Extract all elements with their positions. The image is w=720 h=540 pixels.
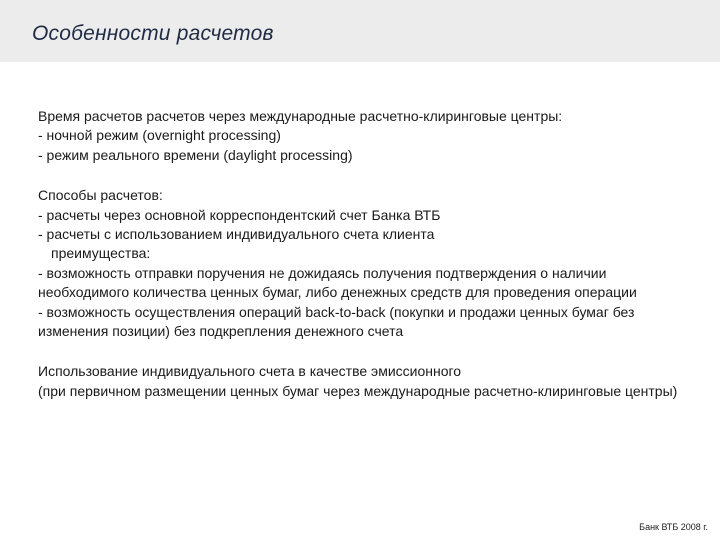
correspondent-account-item: - расчеты через основной корреспондентский счет Банка ВТБ [38,206,441,223]
daylight-mode-item: - режим реального времени (daylight processing) [38,146,353,163]
slide-title: Особенности расчетов [32,22,274,45]
issuance-account-heading: Использование индивидуального счета в качестве эмиссионного [38,363,462,380]
settlement-methods-block [38,186,678,341]
advantages-label: преимущества: [51,245,151,262]
footer-copyright: Банк ВТБ 2008 г. [639,522,708,532]
settlement-methods-heading: Способы расчетов: [38,187,163,204]
settlement-time-heading: Время расчетов расчетов через международные расчетно-клиринговые центры: [38,108,563,124]
advantage-item-order-without-confirmation: - возможность отправки поручения не дожидаясь получения подтверждения о наличии необходимого количества ценных бумаг, либо денежных средств для проведения операции [38,264,637,301]
overnight-mode-item: - ночной режим (overnight processing) [38,127,281,144]
issuance-account-block [38,362,678,401]
slide-content [38,107,678,401]
advantage-item-back-to-back: - возможность осуществления операций back-to-back (покупки и продажи ценных бумаг без изменения позиции) без подкрепления денежного счета [38,303,635,340]
issuance-account-note: (при первичном размещении ценных бумаг через международные расчетно-клиринговые центры) [38,382,678,399]
settlement-time-block [38,107,678,165]
individual-account-item: - расчеты с использованием индивидуального счета клиента [38,226,435,243]
